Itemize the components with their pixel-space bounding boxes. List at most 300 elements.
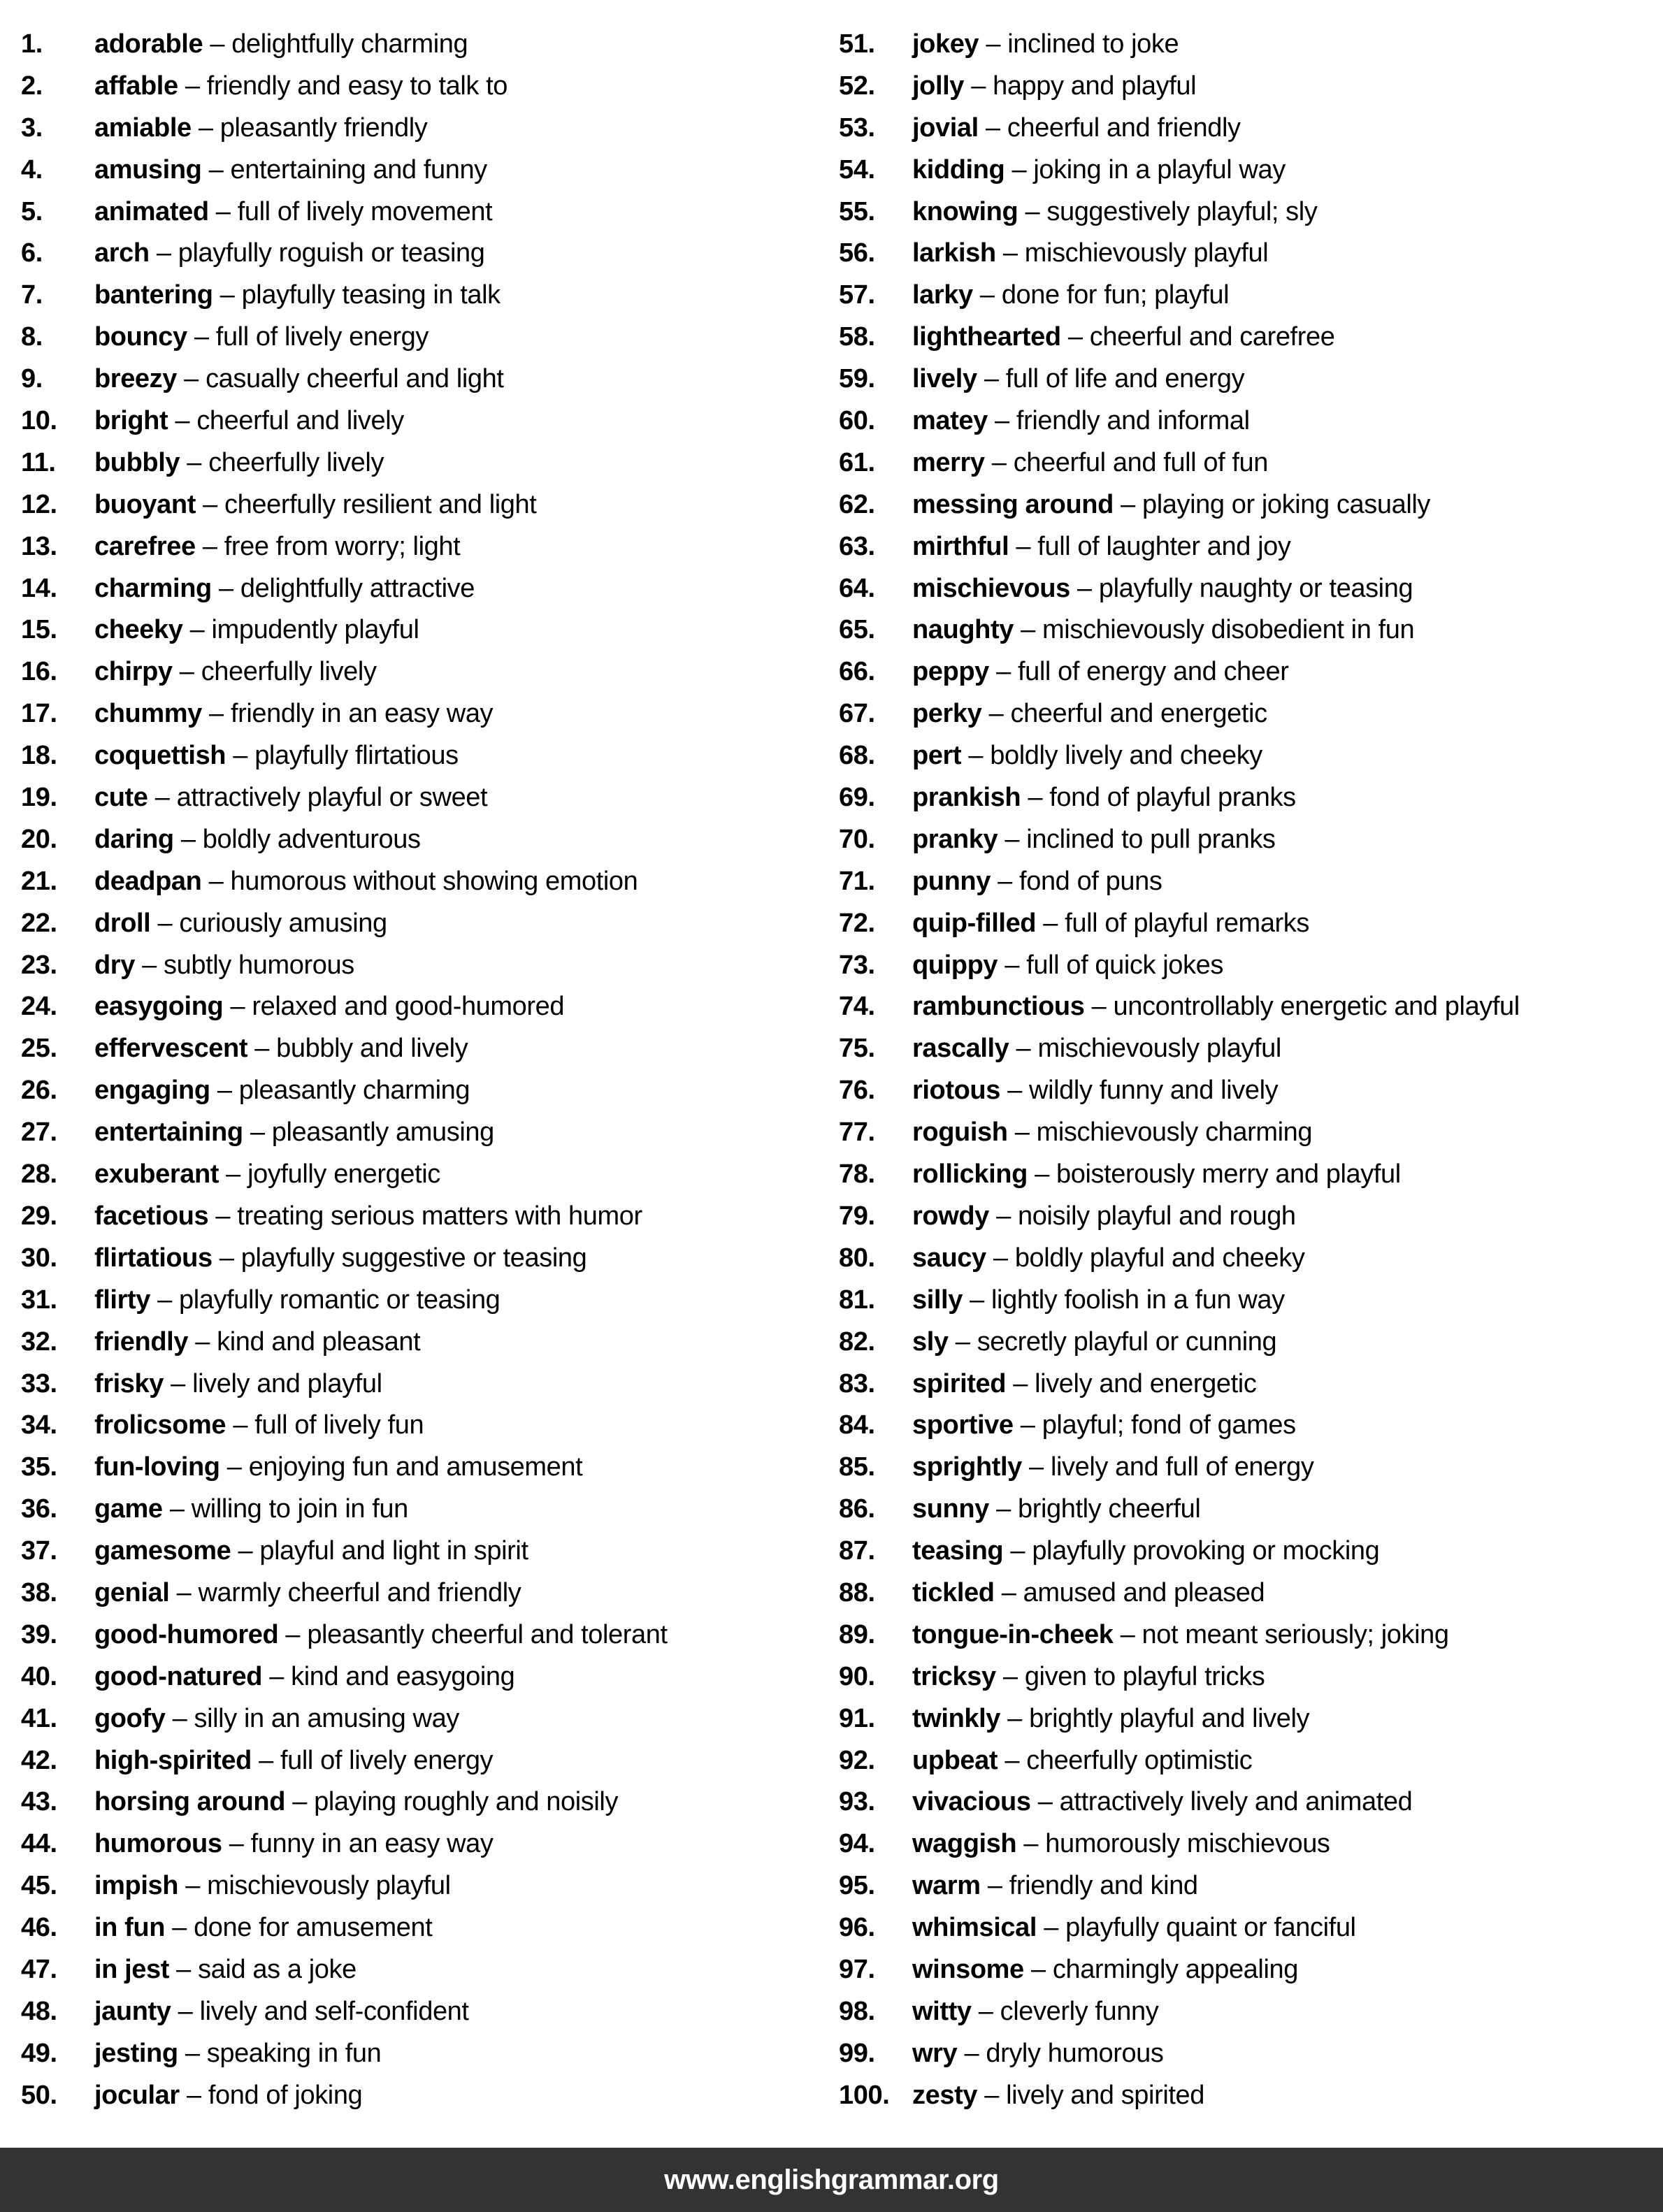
item-separator: – xyxy=(948,1327,977,1357)
item-number: 75. xyxy=(839,1034,875,1064)
item-separator: – xyxy=(1021,1452,1051,1482)
item-separator: – xyxy=(212,1243,241,1273)
item-number: 61. xyxy=(839,447,875,477)
list-item xyxy=(21,1949,825,1991)
item-term: riotous xyxy=(912,1076,1000,1106)
item-separator: – xyxy=(134,950,164,980)
list-item xyxy=(839,1364,1657,1405)
item-number: 38. xyxy=(21,1577,57,1607)
item-separator: – xyxy=(979,29,1008,59)
item-separator: – xyxy=(213,280,242,310)
item-separator: – xyxy=(988,1201,1018,1231)
item-separator: – xyxy=(1070,573,1099,603)
item-term: game xyxy=(94,1494,163,1524)
item-number: 89. xyxy=(839,1619,875,1649)
item-term: effervescent xyxy=(94,1034,248,1064)
item-separator: – xyxy=(262,1661,291,1691)
item-separator: – xyxy=(219,1159,248,1190)
item-definition: humorously mischievous xyxy=(1045,1829,1330,1859)
item-term: naughty xyxy=(912,615,1014,645)
item-term: good-natured xyxy=(94,1661,263,1691)
item-number: 69. xyxy=(839,783,875,813)
item-definition: playing roughly and noisily xyxy=(314,1787,619,1817)
item-term: flirty xyxy=(94,1285,150,1315)
item-term: carefree xyxy=(94,531,196,561)
item-definition: playfully teasing in talk xyxy=(241,280,501,310)
item-number: 73. xyxy=(839,950,875,980)
list-item xyxy=(21,484,825,526)
item-number: 35. xyxy=(21,1452,57,1482)
item-term: in jest xyxy=(94,1954,170,1984)
item-number: 5. xyxy=(21,196,43,226)
list-item xyxy=(21,1531,825,1573)
item-term: vivacious xyxy=(912,1787,1031,1817)
item-separator: – xyxy=(987,406,1016,436)
item-separator: – xyxy=(972,280,1002,310)
item-term: perky xyxy=(912,699,982,729)
item-number: 91. xyxy=(839,1703,875,1733)
item-definition: noisily playful and rough xyxy=(1017,1201,1296,1231)
item-number: 12. xyxy=(21,489,57,519)
item-term: arch xyxy=(94,238,150,268)
item-separator: – xyxy=(1013,615,1043,645)
list-item xyxy=(21,150,825,191)
item-separator: – xyxy=(195,489,225,519)
item-definition: friendly and informal xyxy=(1016,406,1250,436)
item-separator: – xyxy=(164,1368,193,1398)
list-item xyxy=(839,1823,1657,1865)
item-definition: lively and playful xyxy=(192,1368,382,1398)
item-number: 81. xyxy=(839,1285,875,1315)
item-definition: entertaining and funny xyxy=(230,154,487,185)
list-item xyxy=(21,526,825,568)
list-item xyxy=(21,651,825,693)
item-term: upbeat xyxy=(912,1745,998,1775)
list-item xyxy=(839,735,1657,777)
item-definition: boldly playful and cheeky xyxy=(1014,1243,1305,1273)
item-definition: not meant seriously; joking xyxy=(1142,1619,1449,1649)
item-number: 82. xyxy=(839,1327,875,1357)
item-term: animated xyxy=(94,196,209,226)
item-term: horsing around xyxy=(94,1787,286,1817)
item-number: 52. xyxy=(839,71,875,101)
item-definition: boisterously merry and playful xyxy=(1056,1159,1401,1190)
list-item xyxy=(839,1112,1657,1154)
item-definition: playfully naughty or teasing xyxy=(1098,573,1413,603)
item-number: 90. xyxy=(839,1661,875,1691)
item-number: 17. xyxy=(21,699,57,729)
item-term: witty xyxy=(912,1996,972,2026)
list-item xyxy=(839,1531,1657,1573)
item-separator: – xyxy=(1016,1829,1046,1859)
item-separator: – xyxy=(1006,1368,1035,1398)
item-number: 27. xyxy=(21,1118,57,1148)
item-number: 80. xyxy=(839,1243,875,1273)
item-term: jovial xyxy=(912,113,979,143)
item-separator: – xyxy=(201,866,231,896)
item-number: 55. xyxy=(839,196,875,226)
item-definition: full of lively energy xyxy=(215,322,429,352)
item-separator: – xyxy=(182,615,212,645)
list-item xyxy=(839,442,1657,484)
list-item xyxy=(21,1238,825,1280)
item-number: 47. xyxy=(21,1954,57,1984)
item-term: sprightly xyxy=(912,1452,1022,1482)
item-term: cheeky xyxy=(94,615,183,645)
item-separator: – xyxy=(1009,1034,1038,1064)
item-definition: funny in an easy way xyxy=(250,1829,494,1859)
list-item xyxy=(839,400,1657,442)
item-term: kidding xyxy=(912,154,1005,185)
list-item xyxy=(839,1154,1657,1196)
item-number: 45. xyxy=(21,1871,57,1901)
item-separator: – xyxy=(1037,1913,1066,1943)
item-number: 37. xyxy=(21,1536,57,1566)
item-separator: – xyxy=(178,71,207,101)
list-item xyxy=(21,777,825,819)
item-term: rowdy xyxy=(912,1201,989,1231)
item-term: sportive xyxy=(912,1410,1014,1440)
item-term: whimsical xyxy=(912,1913,1037,1943)
item-definition: pleasantly friendly xyxy=(219,113,428,143)
list-item xyxy=(839,108,1657,150)
list-item xyxy=(21,66,825,108)
item-term: gamesome xyxy=(94,1536,231,1566)
item-separator: – xyxy=(211,573,240,603)
list-item xyxy=(839,526,1657,568)
item-separator: – xyxy=(169,1954,199,1984)
list-item xyxy=(839,1865,1657,1907)
list-item xyxy=(21,191,825,233)
item-separator: – xyxy=(971,1996,1000,2026)
list-item xyxy=(839,651,1657,693)
item-term: jocular xyxy=(94,2080,180,2110)
item-separator: – xyxy=(988,657,1018,687)
item-term: chummy xyxy=(94,699,202,729)
item-separator: – xyxy=(168,406,197,436)
item-definition: speaking in fun xyxy=(206,2038,382,2068)
item-separator: – xyxy=(210,1076,239,1106)
list-item xyxy=(21,1028,825,1070)
list-item xyxy=(839,2075,1657,2117)
item-number: 53. xyxy=(839,113,875,143)
item-separator: – xyxy=(219,1452,249,1482)
item-number: 72. xyxy=(839,908,875,938)
item-separator: – xyxy=(285,1787,315,1817)
item-separator: – xyxy=(195,531,224,561)
item-definition: humorous without showing emotion xyxy=(230,866,638,896)
item-separator: – xyxy=(1000,1703,1030,1733)
item-number: 87. xyxy=(839,1536,875,1566)
item-separator: – xyxy=(998,824,1027,854)
item-number: 94. xyxy=(839,1829,875,1859)
item-separator: – xyxy=(977,2080,1007,2110)
item-number: 4. xyxy=(21,154,43,185)
item-separator: – xyxy=(208,1201,238,1231)
item-definition: inclined to joke xyxy=(1007,29,1179,59)
list-item xyxy=(21,359,825,400)
item-term: chirpy xyxy=(94,657,173,687)
item-term: charming xyxy=(94,573,212,603)
list-item xyxy=(21,108,825,150)
item-number: 100. xyxy=(839,2080,890,2110)
item-number: 67. xyxy=(839,699,875,729)
item-definition: playfully flirtatious xyxy=(254,741,459,771)
item-separator: – xyxy=(961,741,991,771)
item-number: 10. xyxy=(21,406,57,436)
item-definition: full of lively movement xyxy=(237,196,493,226)
list-item xyxy=(21,609,825,651)
item-number: 84. xyxy=(839,1410,875,1440)
item-definition: brightly playful and lively xyxy=(1029,1703,1310,1733)
item-number: 58. xyxy=(839,322,875,352)
item-definition: done for fun; playful xyxy=(1001,280,1230,310)
list-item xyxy=(21,1865,825,1907)
item-definition: brightly cheerful xyxy=(1017,1494,1201,1524)
item-definition: lively and self-confident xyxy=(199,1996,469,2026)
item-definition: full of playful remarks xyxy=(1065,908,1310,938)
item-separator: – xyxy=(231,1536,260,1566)
item-separator: – xyxy=(178,2038,207,2068)
item-number: 97. xyxy=(839,1954,875,1984)
item-separator: – xyxy=(1003,1536,1032,1566)
list-item xyxy=(839,2033,1657,2075)
item-separator: – xyxy=(984,447,1014,477)
item-definition: subtly humorous xyxy=(164,950,354,980)
item-separator: – xyxy=(962,1285,992,1315)
item-definition: relaxed and good-humored xyxy=(252,992,565,1022)
item-separator: – xyxy=(1030,1787,1060,1817)
item-number: 93. xyxy=(839,1787,875,1817)
item-definition: friendly in an easy way xyxy=(230,699,494,729)
item-separator: – xyxy=(203,29,232,59)
list-item xyxy=(21,1447,825,1489)
list-item xyxy=(839,693,1657,735)
list-item xyxy=(21,945,825,987)
list-item xyxy=(21,2033,825,2075)
item-separator: – xyxy=(1113,1619,1142,1649)
item-definition: playfully romantic or teasing xyxy=(179,1285,501,1315)
item-definition: pleasantly cheerful and tolerant xyxy=(307,1619,668,1649)
word-list-column-left xyxy=(21,24,825,2117)
item-definition: playing or joking casually xyxy=(1142,489,1431,519)
item-number: 25. xyxy=(21,1034,57,1064)
item-term: bright xyxy=(94,406,168,436)
list-item xyxy=(839,484,1657,526)
item-definition: given to playful tricks xyxy=(1024,1661,1265,1691)
item-term: punny xyxy=(912,866,991,896)
item-number: 63. xyxy=(839,531,875,561)
item-separator: – xyxy=(1009,531,1038,561)
list-item xyxy=(839,233,1657,275)
item-definition: full of lively fun xyxy=(254,1410,424,1440)
item-definition: secretly playful or cunning xyxy=(977,1327,1277,1357)
item-definition: cheerfully lively xyxy=(201,657,377,687)
item-separator: – xyxy=(1060,322,1090,352)
item-number: 59. xyxy=(839,364,875,394)
item-term: high-spirited xyxy=(94,1745,252,1775)
item-separator: – xyxy=(201,699,231,729)
item-separator: – xyxy=(226,741,255,771)
list-item xyxy=(21,1740,825,1782)
item-definition: mischievously disobedient in fun xyxy=(1042,615,1415,645)
item-definition: mischievously playful xyxy=(1024,238,1269,268)
footer-url: www.englishgrammar.org xyxy=(664,2164,999,2195)
item-term: sly xyxy=(912,1327,949,1357)
item-number: 78. xyxy=(839,1159,875,1190)
item-term: quip-filled xyxy=(912,908,1037,938)
item-definition: full of lively energy xyxy=(280,1745,494,1775)
item-separator: – xyxy=(990,866,1020,896)
item-separator: – xyxy=(172,657,201,687)
item-separator: – xyxy=(1027,1159,1056,1190)
item-definition: mischievously playful xyxy=(207,1871,451,1901)
item-separator: – xyxy=(251,1745,280,1775)
item-definition: cheerfully resilient and light xyxy=(224,489,537,519)
list-item xyxy=(839,1196,1657,1238)
item-number: 3. xyxy=(21,113,43,143)
item-number: 76. xyxy=(839,1076,875,1106)
item-number: 98. xyxy=(839,1996,875,2026)
item-definition: free from worry; light xyxy=(224,531,461,561)
item-term: impish xyxy=(94,1871,179,1901)
item-term: goofy xyxy=(94,1703,166,1733)
item-separator: – xyxy=(1005,154,1034,185)
item-separator: – xyxy=(222,1829,251,1859)
item-term: breezy xyxy=(94,364,178,394)
item-separator: – xyxy=(1000,1076,1030,1106)
list-item xyxy=(839,986,1657,1028)
item-separator: – xyxy=(147,783,177,813)
item-term: rambunctious xyxy=(912,992,1085,1022)
item-definition: mischievously charming xyxy=(1036,1118,1313,1148)
item-number: 13. xyxy=(21,531,57,561)
item-term: lively xyxy=(912,364,977,394)
item-definition: boldly adventurous xyxy=(202,824,421,854)
item-term: droll xyxy=(94,908,151,938)
item-term: pert xyxy=(912,741,962,771)
item-separator: – xyxy=(977,364,1006,394)
item-definition: fond of playful pranks xyxy=(1049,783,1296,813)
item-term: exuberant xyxy=(94,1159,219,1190)
item-term: tongue-in-cheek xyxy=(912,1619,1114,1649)
item-separator: – xyxy=(150,908,180,938)
item-definition: cheerful and energetic xyxy=(1010,699,1267,729)
item-number: 26. xyxy=(21,1076,57,1106)
list-item xyxy=(21,317,825,359)
item-separator: – xyxy=(995,238,1025,268)
item-definition: full of life and energy xyxy=(1005,364,1245,394)
item-number: 32. xyxy=(21,1327,57,1357)
item-number: 74. xyxy=(839,992,875,1022)
list-item xyxy=(21,735,825,777)
item-definition: friendly and kind xyxy=(1009,1871,1198,1901)
list-item xyxy=(21,442,825,484)
item-number: 44. xyxy=(21,1829,57,1859)
item-definition: treating serious matters with humor xyxy=(237,1201,642,1231)
item-number: 86. xyxy=(839,1494,875,1524)
item-definition: uncontrollably energetic and playful xyxy=(1113,992,1520,1022)
item-number: 54. xyxy=(839,154,875,185)
item-separator: – xyxy=(201,154,231,185)
item-term: silly xyxy=(912,1285,963,1315)
list-item xyxy=(21,1698,825,1740)
item-number: 30. xyxy=(21,1243,57,1273)
item-number: 77. xyxy=(839,1118,875,1148)
list-item xyxy=(21,1907,825,1949)
item-definition: playfully quaint or fanciful xyxy=(1065,1913,1356,1943)
item-separator: – xyxy=(243,1118,272,1148)
item-definition: kind and easygoing xyxy=(291,1661,515,1691)
item-term: entertaining xyxy=(94,1118,243,1148)
item-term: tricksy xyxy=(912,1661,996,1691)
item-term: daring xyxy=(94,824,174,854)
item-separator: – xyxy=(208,196,238,226)
item-separator: – xyxy=(149,238,178,268)
item-definition: cheerful and carefree xyxy=(1089,322,1335,352)
item-number: 28. xyxy=(21,1159,57,1190)
item-number: 36. xyxy=(21,1494,57,1524)
item-number: 20. xyxy=(21,824,57,854)
item-term: good-humored xyxy=(94,1619,279,1649)
item-term: spirited xyxy=(912,1368,1007,1398)
item-number: 43. xyxy=(21,1787,57,1817)
item-definition: amused and pleased xyxy=(1023,1577,1265,1607)
item-term: fun-loving xyxy=(94,1452,220,1482)
item-term: pranky xyxy=(912,824,998,854)
list-item xyxy=(21,903,825,945)
item-separator: – xyxy=(278,1619,308,1649)
list-item xyxy=(21,1991,825,2033)
item-term: coquettish xyxy=(94,741,226,771)
item-definition: wildly funny and lively xyxy=(1029,1076,1279,1106)
item-definition: suggestively playful; sly xyxy=(1046,196,1318,226)
item-term: rascally xyxy=(912,1034,1009,1064)
item-number: 92. xyxy=(839,1745,875,1775)
item-separator: – xyxy=(980,1871,1009,1901)
item-definition: dryly humorous xyxy=(986,2038,1164,2068)
item-separator: – xyxy=(191,113,220,143)
item-definition: joyfully energetic xyxy=(247,1159,440,1190)
item-separator: – xyxy=(188,1327,217,1357)
item-term: friendly xyxy=(94,1327,189,1357)
item-number: 15. xyxy=(21,615,57,645)
item-separator: – xyxy=(995,1661,1025,1691)
item-definition: silly in an amusing way xyxy=(194,1703,459,1733)
item-number: 62. xyxy=(839,489,875,519)
list-item xyxy=(21,24,825,66)
item-definition: lively and spirited xyxy=(1006,2080,1205,2110)
item-number: 33. xyxy=(21,1368,57,1398)
list-item xyxy=(21,568,825,610)
list-item xyxy=(839,1740,1657,1782)
list-item xyxy=(839,317,1657,359)
list-item xyxy=(21,1656,825,1698)
item-definition: said as a joke xyxy=(198,1954,357,1984)
item-number: 96. xyxy=(839,1913,875,1943)
item-separator: – xyxy=(1007,1118,1037,1148)
list-item xyxy=(21,693,825,735)
item-separator: – xyxy=(994,1577,1023,1607)
list-item xyxy=(839,275,1657,317)
item-definition: happy and playful xyxy=(993,71,1197,101)
item-definition: pleasantly amusing xyxy=(271,1118,494,1148)
list-item xyxy=(839,1656,1657,1698)
item-term: humorous xyxy=(94,1829,222,1859)
item-definition: inclined to pull pranks xyxy=(1026,824,1276,854)
item-number: 88. xyxy=(839,1577,875,1607)
item-separator: – xyxy=(178,1871,208,1901)
